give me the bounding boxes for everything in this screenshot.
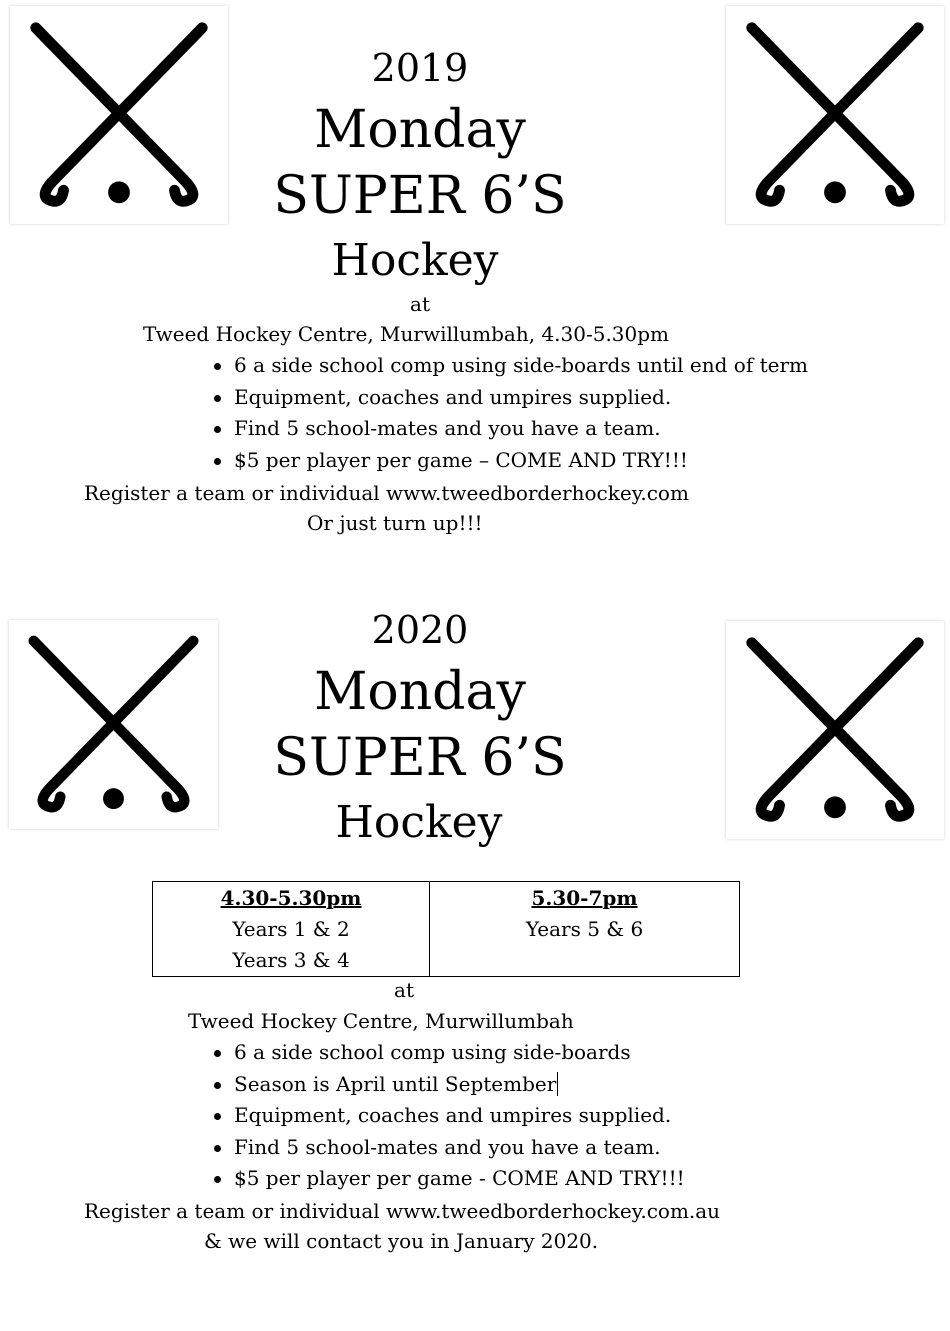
schedule-cell [153, 882, 430, 977]
hockey-sticks-icon [726, 621, 944, 839]
contact-text: & we will contact you in January 2020. [204, 1229, 599, 1253]
flyer-venue: Tweed Hockey Centre, Murwillumbah, 4.30-5.30pm [143, 322, 670, 346]
flyer-sport: Hockey [335, 797, 503, 848]
flyer-day: Monday [314, 662, 526, 722]
flyer-year: 2020 [371, 608, 469, 652]
schedule-group: Years 1 & 2 [232, 917, 350, 941]
flyer-year: 2019 [371, 46, 469, 90]
list-item: 6 a side school comp using side-boards [212, 1037, 685, 1069]
schedule-group: Years 5 & 6 [525, 917, 644, 941]
hockey-sticks-icon [9, 620, 218, 829]
schedule-time: 5.30-7pm [531, 886, 638, 910]
hockey-sticks-icon [726, 6, 944, 224]
flyer-day: Monday [314, 100, 526, 160]
flyer-at: at [410, 292, 430, 316]
schedule-table [152, 881, 740, 977]
list-item: $5 per player per game – COME AND TRY!!! [212, 445, 808, 477]
list-item: Equipment, coaches and umpires supplied. [212, 1100, 685, 1132]
flyer-comp-name: SUPER 6’S [273, 166, 567, 226]
schedule-group: Years 3 & 4 [232, 948, 350, 972]
list-item: 6 a side school comp using side-boards until end of term [212, 350, 808, 382]
flyer-bullet-list [212, 1037, 685, 1195]
turn-up-text: Or just turn up!!! [307, 511, 483, 535]
register-text: Register a team or individual www.tweedborderhockey.com [84, 481, 689, 505]
register-text: Register a team or individual www.tweedborderhockey.com.au [84, 1199, 721, 1223]
list-item: $5 per player per game - COME AND TRY!!! [212, 1163, 685, 1195]
list-item: Find 5 school-mates and you have a team. [212, 1132, 685, 1164]
flyer-bullet-list [212, 350, 808, 476]
flyer-sport: Hockey [331, 235, 499, 286]
flyer-comp-name: SUPER 6’S [273, 728, 567, 788]
text-cursor [557, 1072, 558, 1096]
flyer-at: at [394, 978, 414, 1002]
flyer-venue: Tweed Hockey Centre, Murwillumbah [188, 1009, 574, 1033]
schedule-time: 4.30-5.30pm [220, 886, 362, 910]
hockey-sticks-icon [10, 6, 228, 224]
list-item[interactable] [212, 1069, 685, 1101]
list-item-text: Season is April until September [234, 1071, 557, 1096]
list-item: Find 5 school-mates and you have a team. [212, 413, 808, 445]
list-item: Equipment, coaches and umpires supplied. [212, 382, 808, 414]
schedule-cell [430, 882, 740, 977]
